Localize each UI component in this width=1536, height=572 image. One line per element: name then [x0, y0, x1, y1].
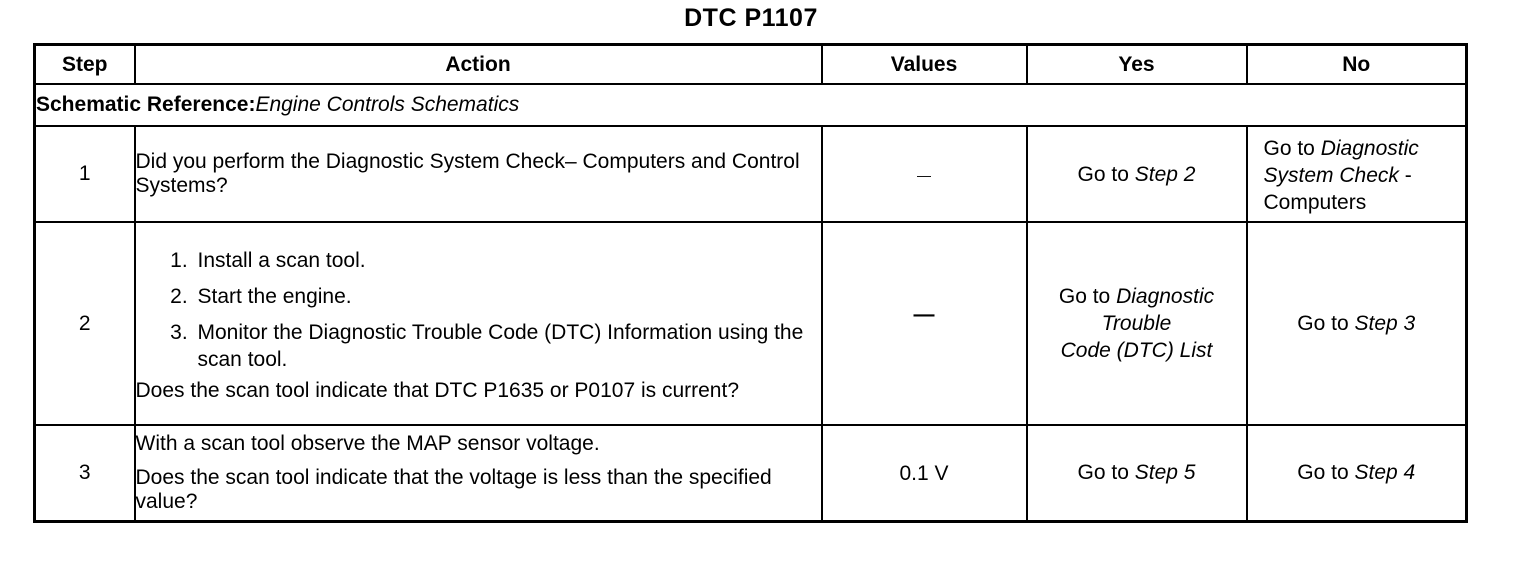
value-text: —	[913, 303, 935, 326]
no-prefix: Go to	[1297, 461, 1355, 485]
yes-prefix: Go to	[1077, 162, 1135, 186]
yes-cell	[1027, 425, 1247, 521]
yes-cell	[1027, 126, 1247, 222]
action-text: Did you perform the Diagnostic System Check– Computers and Control Systems?	[135, 150, 800, 197]
action-text: With a scan tool observe the MAP sensor voltage.	[135, 431, 600, 455]
yes-link[interactable]: Diagnostic	[1116, 285, 1215, 308]
schematic-reference-value: Engine Controls Schematics	[255, 93, 520, 116]
header-step: Step	[35, 45, 135, 85]
header-values: Values	[822, 45, 1027, 85]
table-row	[35, 222, 1467, 425]
values-cell	[822, 222, 1027, 425]
yes-link[interactable]: Step 5	[1134, 461, 1196, 485]
value-text: —	[917, 167, 931, 183]
step-number: 3	[35, 425, 135, 521]
yes-prefix: Go to	[1058, 285, 1117, 308]
action-cell	[135, 425, 822, 521]
no-prefix: Go to	[1263, 137, 1321, 160]
action-question: Does the scan tool indicate that DTC P1635 or P0107 is current?	[135, 378, 740, 402]
header-no: No	[1247, 45, 1467, 85]
page-title: DTC P1107	[684, 4, 818, 32]
schematic-reference-row	[35, 84, 1467, 126]
no-link[interactable]: Diagnostic System Check	[1263, 137, 1419, 187]
header-action: Action	[135, 45, 822, 85]
table-row	[35, 126, 1467, 222]
no-prefix: Go to	[1297, 312, 1355, 335]
yes-link[interactable]: Step 2	[1134, 162, 1196, 186]
values-cell	[822, 126, 1027, 222]
no-suffix: -	[1398, 164, 1412, 187]
values-cell	[822, 425, 1027, 521]
no-line3: Computers	[1263, 191, 1367, 214]
list-item: 1. Install a scan tool.	[194, 247, 821, 274]
no-link[interactable]: Step 4	[1354, 461, 1416, 485]
no-cell	[1247, 425, 1467, 521]
step-number: 2	[35, 222, 135, 425]
no-cell	[1247, 222, 1467, 425]
action-list	[136, 247, 821, 373]
yes-cell	[1027, 222, 1247, 425]
action-cell	[135, 126, 822, 222]
value-text: 0.1 V	[899, 462, 949, 485]
list-item: 3. Monitor the Diagnostic Trouble Code (DTC) Information using the scan tool.	[194, 319, 821, 373]
yes-link-line2[interactable]: Trouble	[1101, 312, 1172, 335]
action-question: Does the scan tool indicate that the voltage is less than the specified value?	[135, 465, 772, 513]
yes-link-line3[interactable]: Code (DTC) List	[1060, 339, 1213, 362]
diagnostic-table	[33, 43, 1468, 523]
header-row	[35, 45, 1467, 85]
schematic-reference	[35, 84, 1467, 126]
yes-prefix: Go to	[1077, 461, 1135, 485]
list-item: 2. Start the engine.	[194, 283, 821, 310]
step-number: 1	[35, 126, 135, 222]
no-link[interactable]: Step 3	[1354, 312, 1416, 335]
table-row	[35, 425, 1467, 521]
header-yes: Yes	[1027, 45, 1247, 85]
no-cell	[1247, 126, 1467, 222]
action-cell	[135, 222, 822, 425]
schematic-reference-label: Schematic Reference:	[36, 93, 256, 116]
